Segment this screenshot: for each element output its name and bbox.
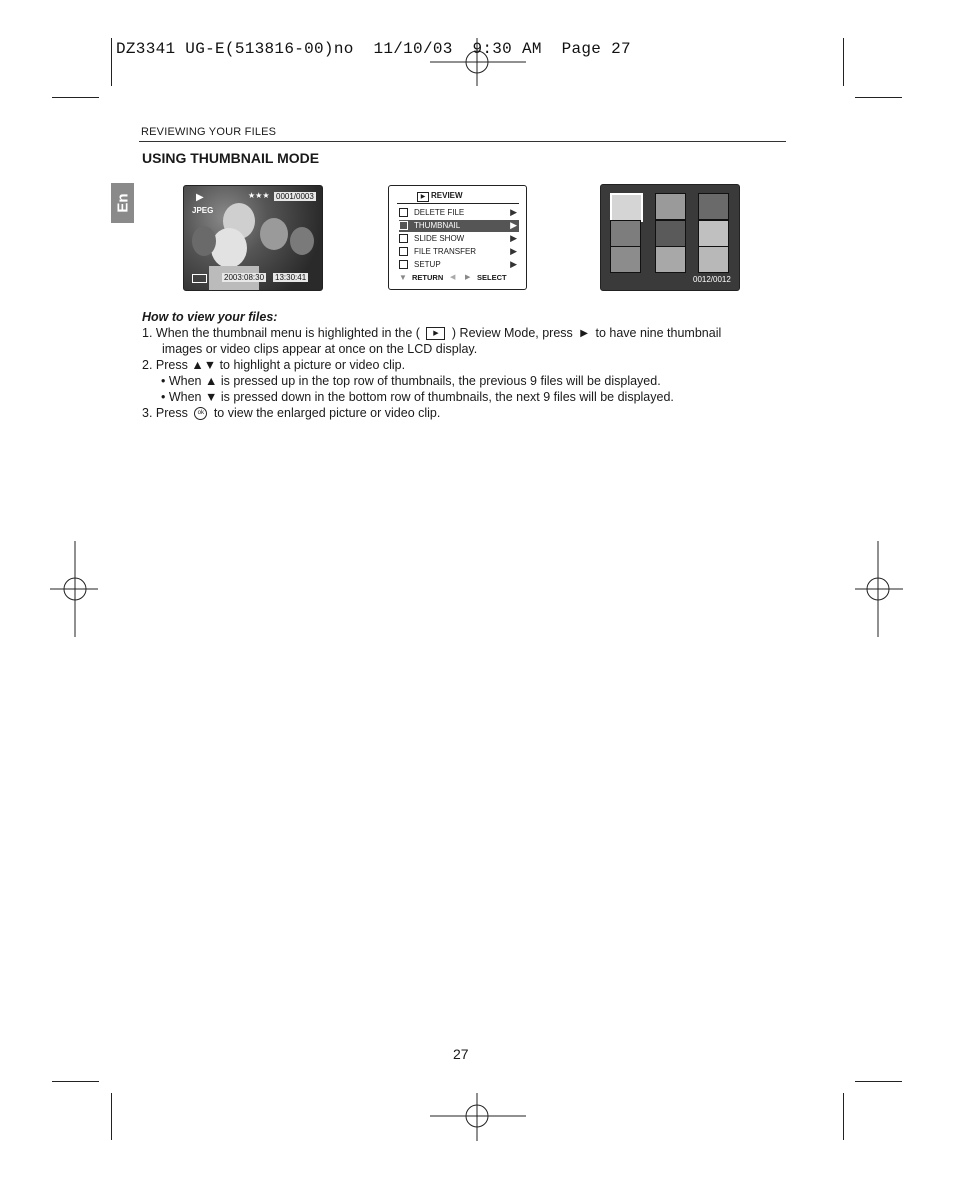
language-tab: En <box>111 183 134 223</box>
up-arrow-icon: ▲ <box>191 358 204 372</box>
page-title: USING THUMBNAIL MODE <box>142 150 320 166</box>
play-icon: ▶ <box>196 192 204 203</box>
battery-icon <box>192 274 207 283</box>
transfer-icon <box>399 247 408 256</box>
file-counter: 0001/0003 <box>276 192 314 201</box>
print-slug: DZ3341 UG-E(513816-00)no 11/10/03 9:30 AM Page 27 <box>116 40 631 58</box>
step-1-line-2: images or video clips appear at once on the LCD display. <box>162 342 478 356</box>
instructions-heading: How to view your files: <box>142 310 278 324</box>
thumbnail-3[interactable] <box>698 193 729 220</box>
trash-icon <box>399 208 408 217</box>
down-arrow-icon: ▼ <box>205 390 218 404</box>
bullet-2: • When ▼ is pressed down in the bottom row of thumbnails, the next 9 files will be displayed. <box>161 390 674 404</box>
lcd-review-menu <box>388 185 527 290</box>
thumbnail-8[interactable] <box>655 246 686 273</box>
header-rule <box>139 141 786 142</box>
menu-item-thumbnail[interactable]: THUMBNAIL ▶ <box>399 220 519 232</box>
setup-icon <box>399 260 408 269</box>
ok-zoom-icon: ok <box>194 407 207 420</box>
chevron-right-icon: ▶ <box>510 220 517 230</box>
lcd-playback-screen <box>183 185 323 291</box>
review-icon: ▶ <box>417 192 429 202</box>
registration-mark-right <box>855 541 903 637</box>
file-format: JPEG <box>192 206 214 215</box>
menu-header-rule <box>397 203 519 204</box>
return-label: RETURN <box>412 273 444 282</box>
menu-item-file-transfer[interactable]: FILE TRANSFER ▶ <box>399 246 519 258</box>
capture-time: 13:30:41 <box>275 273 307 282</box>
crop-mark <box>52 1081 99 1082</box>
left-arrow-icon: ◀ <box>450 274 456 281</box>
crop-mark <box>843 38 844 86</box>
menu-item-slide-show[interactable]: SLIDE SHOW ▶ <box>399 233 519 245</box>
down-arrow-icon: ▼ <box>203 358 217 372</box>
menu-item-setup[interactable]: SETUP ▶ <box>399 259 519 271</box>
registration-mark-bottom <box>430 1093 526 1141</box>
chevron-right-icon: ▶ <box>510 207 517 217</box>
bullet-1: • When ▲ is pressed up in the top row of thumbnails, the previous 9 files will be displayed. <box>161 374 661 388</box>
crop-mark <box>855 1081 902 1082</box>
crop-mark <box>111 1093 112 1140</box>
right-arrow-icon: ▶ <box>465 274 471 281</box>
slides-icon <box>399 234 408 243</box>
grid-icon <box>399 221 408 230</box>
crop-mark <box>855 97 902 98</box>
chevron-right-icon: ▶ <box>510 246 517 256</box>
chevron-right-icon: ▶ <box>510 259 517 269</box>
thumbnail-counter: 0012/0012 <box>693 275 731 284</box>
section-label: REVIEWING YOUR FILES <box>141 126 277 138</box>
step-3: 3. Press ok to view the enlarged picture or video clip. <box>142 406 441 420</box>
lcd-thumbnail-grid <box>600 184 740 291</box>
thumbnail-9[interactable] <box>698 246 729 273</box>
capture-date: 2003:08:30 <box>224 273 265 282</box>
thumbnail-2[interactable] <box>655 193 686 220</box>
thumbnail-4[interactable] <box>610 220 641 247</box>
page-number: 27 <box>453 1046 469 1062</box>
menu-header: REVIEW <box>431 191 463 200</box>
step-1: 1. When the thumbnail menu is highlighted in the ( ▶ ) Review Mode, press ▶ to have nine thumbnail <box>142 326 722 340</box>
chevron-right-icon: ▶ <box>510 233 517 243</box>
down-arrow-icon: ▼ <box>399 273 407 282</box>
thumbnail-6[interactable] <box>698 220 729 247</box>
crop-mark <box>52 97 99 98</box>
step-2: 2. Press ▲▼ to highlight a picture or video clip. <box>142 358 406 372</box>
crop-mark <box>843 1093 844 1140</box>
registration-mark-left <box>50 541 98 637</box>
quality-stars: ★★★ <box>248 191 270 200</box>
select-label: SELECT <box>477 273 507 282</box>
menu-item-delete-file[interactable]: DELETE FILE ▶ <box>399 207 519 219</box>
thumbnail-7[interactable] <box>610 246 641 273</box>
thumbnail-1[interactable] <box>610 193 643 222</box>
thumbnail-5[interactable] <box>655 220 686 247</box>
review-mode-icon: ▶ <box>426 327 445 340</box>
up-arrow-icon: ▲ <box>205 374 218 388</box>
crop-mark <box>111 38 112 86</box>
right-arrow-icon: ▶ <box>580 328 588 340</box>
